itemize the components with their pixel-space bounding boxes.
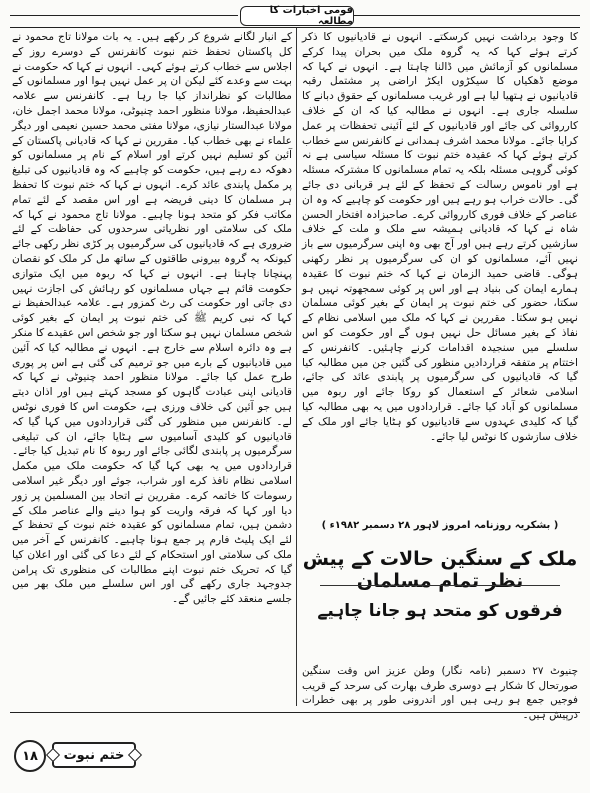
- article-text-right: کا وجود برداشت نہیں کرسکتے۔ انہوں نے قادیانیوں کا ذکر کرتے ہوئے کہا کہ یہ گروہ ملک میں بحران پیدا کرکے مسلمانوں کو آزمائش میں ڈالنا چاہتا ہے۔ انہوں نے کہا کہ موضع ڈھکیاں کا سیکڑوں ایکڑ اراضی پر مشتمل رقبہ قادیانیوں نے ہتھیا لیا ہے اور غریب مسلمانوں کے حقوق دبانے کا سلسلہ جاری ہے۔ انہوں نے مطالبہ کیا کہ ان کے خلاف کارروائی کی جائے اور قادیانیوں کے لئے آئینی تحفظات پر عمل کرایا جائے۔ مولانا محمد اشرف ہمدانی نے کانفرنس سے خطاب کرتے ہوئے کہا کہ عقیدہ ختم نبوت کا مسئلہ سیاسی ہے نہ کوئی گروہی مسئلہ بلکہ یہ تمام مسلمانوں کا مشترکہ مسئلہ ہے اور ناموس رسالت کے تحفظ کے لئے ہر قربانی دی جائے گی۔ حالات خراب ہو رہے ہیں اور حکومت کو چاہیے کہ وہ ان عناصر کے خلاف فوری کارروائی کرے۔ صاحبزادہ افتخار الحسن شاہ نے کہا کہ قادیانی ہمیشہ سے ملک و ملت کے خلاف سازشیں کرتے رہے ہیں اور آج بھی وہ اپنی سرگرمیوں سے باز نہیں آئے، مسلمانوں کو ان کی سرگرمیوں پر نظر رکھنی ہوگی۔ قاضی حمید الزمان نے کہا کہ ختم نبوت کا عقیدہ ہمارے ایمان کی بنیاد ہے اور اس پر کوئی سمجھوتہ نہیں ہو سکتا، حضور کی ختم نبوت پر ایمان کے بغیر کوئی مسلمان نہیں ہو سکتا۔ مقررین نے کہا کہ ملک میں اسلامی نظام کے نفاذ کے بغیر مسائل حل نہیں ہوں گے اور حکومت کو اس سلسلے میں سنجیدہ اقدامات کرنے چاہئیں۔ کانفرنس کے اختتام پر متفقہ قراردادیں منظور کی گئیں جن میں مطالبہ کیا گیا کہ قادیانیوں کی سرگرمیوں پر پابندی عائد کی جائے، اسلامی شعائر کے استعمال کو روکا جائے اور ربوہ میں مسلمانوں کو آباد کیا جائے۔ قراردادوں میں یہ بھی مطالبہ کیا گیا کہ کلیدی عہدوں سے قادیانیوں کو ہٹایا جائے اور ملک کے خلاف سازشوں کا نوٹس لیا جائے۔: [302, 31, 578, 443]
- article-text-after-headline: چنیوٹ ۲۷ دسمبر (نامہ نگار) وطن عزیز اس وقت سنگین صورتحال کا شکار ہے دوسری طرف بھارت کی سرحد کے قریب فوجیں جمع ہو رہی ہیں اور اندرونی طور پر بھی خطرات درپیش ہیں۔: [302, 665, 578, 721]
- page-number-badge: ۱۸: [14, 740, 46, 772]
- section-banner: قومی اخبارات کا مطالعہ: [240, 6, 354, 26]
- article-column-right: [302, 30, 578, 520]
- headline-divider: [320, 585, 560, 586]
- article-column-left: [12, 30, 292, 706]
- header-rule-right: [354, 15, 580, 16]
- column-divider: [296, 28, 297, 706]
- magazine-name-label: ختم نبوت: [52, 742, 136, 768]
- footer-rule: [10, 712, 580, 713]
- header-rule-left: [10, 15, 238, 16]
- article-text-left: کے انبار لگانے شروع کر رکھے ہیں۔ یہ بات مولانا تاج محمود نے کل پاکستان تحفظ ختم نبوت کانفرنس کے دوسرے روز کے اجلاس سے خطاب کرتے ہوئے کہی۔ انہوں نے کہا کہ حکومت نے بہت سے وعدے کئے لیکن ان پر عمل نہیں ہوا اور مسلمانوں کے مطالبات کو نظرانداز کیا جا رہا ہے۔ کانفرنس سے علامہ عبدالحفیظ، مولانا منظور احمد چنیوٹی، مولانا محمد اجمل خان، مولانا عبدالستار نیازی، مولانا مفتی محمد حسین نعیمی اور دیگر علماء نے بھی خطاب کیا۔ مقررین نے کہا کہ قادیانی پاکستان کے آئین کو تسلیم نہیں کرتے اور اسلام کے نام پر مسلمانوں کو دھوکہ دے رہے ہیں، حکومت کو چاہیے کہ وہ قادیانیوں کی تبلیغ پر مکمل پابندی عائد کرے۔ انہوں نے کہا کہ ختم نبوت کا تحفظ ہر مسلمان کا دینی فریضہ ہے اور اس مقصد کے لئے تمام مکاتب فکر کو متحد ہونا چاہیے۔ مولانا تاج محمود نے کہا کہ ملک کی سلامتی اور نظریاتی سرحدوں کی حفاظت کے لئے ضروری ہے کہ قادیانیوں کی سرگرمیوں پر کڑی نظر رکھی جائے کیونکہ یہ گروہ بیرونی طاقتوں کے ساتھ مل کر ملک کو نقصان پہنچانا چاہتا ہے۔ انہوں نے کہا کہ ربوہ میں ایک متوازی حکومت قائم ہے جہاں مسلمانوں کو رہائش کی اجازت نہیں دی جاتی اور حکومت کی رٹ کمزور ہے۔ علامہ عبدالحفیظ نے کہا کہ نبی کریم ﷺ کی ختم نبوت پر ایمان کے بغیر کوئی شخص مسلمان نہیں ہو سکتا اور جو شخص اس عقیدے کا منکر ہے وہ دائرہ اسلام سے خارج ہے۔ انہوں نے مطالبہ کیا کہ آئین میں قادیانیوں کے بارے میں جو ترمیم کی گئی ہے اس پر پوری طرح عمل کیا جائے۔ مولانا منظور احمد چنیوٹی نے کہا کہ قادیانی اپنی عبادت گاہوں کو مسجد کہتے ہیں اور اذان دیتے ہیں جو آئین کی خلاف ورزی ہے، حکومت اس کا فوری نوٹس لے۔ کانفرنس میں منظور کی گئی قراردادوں میں کہا گیا کہ قادیانیوں کو کلیدی آسامیوں سے ہٹایا جائے، ان کی تبلیغی سرگرمیوں پر پابندی لگائی جائے اور ربوہ کا نام تبدیل کیا جائے۔ قراردادوں میں یہ بھی کہا گیا کہ حکومت ملک میں مکمل اسلامی نظام نافذ کرے اور شراب، جوئے اور دیگر غیر اسلامی رسومات کا خاتمہ کرے۔ مقررین نے اتحاد بین المسلمین پر زور دیا اور کہا کہ فرقہ واریت کو ہوا دینے والے عناصر ملک کے دشمن ہیں، تمام مسلمانوں کو عقیدہ ختم نبوت کے تحفظ کے لئے ایک پلیٹ فارم پر جمع ہونا چاہیے۔ کانفرنس کے آخر میں ملک کی سلامتی اور استحکام کے لئے دعا کی گئی اور اعلان کیا گیا کہ تحریک ختم نبوت اپنے مطالبات کی منظوری تک پرامن جدوجہد جاری رکھے گی اور اس سلسلے میں ملک بھر میں جلسے منعقد کئے جائیں گے۔: [12, 31, 292, 606]
- headline-secondary: فرقوں کو متحد ہو جانا چاہیے: [317, 601, 563, 621]
- headline-primary: ملک کے سنگین حالات کے پیش نظر تمام مسلمان: [302, 548, 578, 592]
- source-dateline: ( بشکریہ روزنامہ امروز لاہور ۲۸ دسمبر ۱۹۸۲ء ): [321, 520, 559, 531]
- header-underline: [10, 27, 580, 28]
